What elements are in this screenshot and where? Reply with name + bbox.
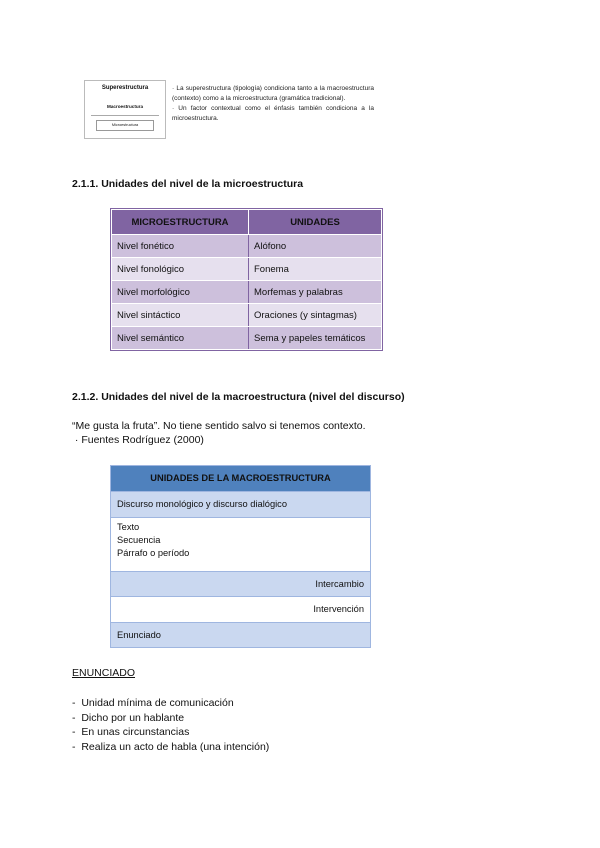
- macro-row-enunciado: Enunciado: [111, 622, 370, 647]
- table-row: [112, 281, 382, 304]
- unit-cell: Alófono: [249, 235, 382, 258]
- table-row: [112, 258, 382, 281]
- microstructure-table: [111, 209, 382, 350]
- note-paragraph-2: · Un factor contextual como el énfasis también condiciona a la microestructura.: [172, 105, 374, 122]
- level-cell: Nivel fonético: [112, 235, 249, 258]
- diagram-note: [172, 84, 374, 124]
- macro-row-discurso: Discurso monológico y discurso dialógico: [111, 491, 370, 517]
- superstructure-diagram: [84, 80, 166, 139]
- level-cell: Nivel semántico: [112, 327, 249, 350]
- macrostructure-table: [110, 465, 371, 648]
- level-cell: Nivel fonológico: [112, 258, 249, 281]
- table-header-row: [112, 210, 382, 235]
- list-item: - En unas circunstancias: [72, 725, 269, 740]
- unit-cell: Fonema: [249, 258, 382, 281]
- unit-cell: Oraciones (y sintagmas): [249, 304, 382, 327]
- header-microestructura: MICROESTRUCTURA: [112, 210, 249, 235]
- quote-source: · Fuentes Rodríguez (2000): [72, 434, 204, 446]
- section-heading-micro: 2.1.1. Unidades del nivel de la microestructura: [72, 178, 304, 190]
- section-heading-macro: 2.1.2. Unidades del nivel de la macroestructura (nivel del discurso): [72, 391, 405, 403]
- quote-block: [72, 419, 366, 447]
- macro-item-secuencia: Secuencia: [117, 535, 161, 545]
- diagram-superestructura-label: Superestructura: [101, 85, 149, 91]
- diagram-microestructura-label: Microestructura: [96, 120, 154, 131]
- table-row: [112, 304, 382, 327]
- macro-table-header: UNIDADES DE LA MACROESTRUCTURA: [111, 466, 370, 491]
- macro-item-texto: Texto: [117, 522, 140, 532]
- note-paragraph-1: · La superestructura (tipología) condiciona tanto a la macroestructura (contexto) como a la microestructura (gramática tradicional).: [172, 85, 374, 102]
- macro-item-parrafo: Párrafo o período: [117, 548, 190, 558]
- macro-row-intercambio: Intercambio: [111, 571, 370, 596]
- enunciado-heading: ENUNCIADO: [72, 667, 136, 679]
- macro-row-texto: [111, 517, 370, 571]
- table-row: [112, 235, 382, 258]
- list-item: - Realiza un acto de habla (una intención): [72, 740, 269, 755]
- unit-cell: Sema y papeles temáticos: [249, 327, 382, 350]
- quote-text: “Me gusta la fruta”. No tiene sentido salvo si tenemos contexto.: [72, 420, 366, 432]
- level-cell: Nivel sintáctico: [112, 304, 249, 327]
- table-row: [112, 327, 382, 350]
- level-cell: Nivel morfológico: [112, 281, 249, 304]
- enunciado-list: [72, 696, 269, 754]
- unit-cell: Morfemas y palabras: [249, 281, 382, 304]
- list-item: - Dicho por un hablante: [72, 711, 269, 726]
- macro-row-intervencion: Intervención: [111, 596, 370, 622]
- diagram-macroestructura-label: Macroestructura: [91, 100, 159, 116]
- list-item: - Unidad mínima de comunicación: [72, 696, 269, 711]
- header-unidades: UNIDADES: [249, 210, 382, 235]
